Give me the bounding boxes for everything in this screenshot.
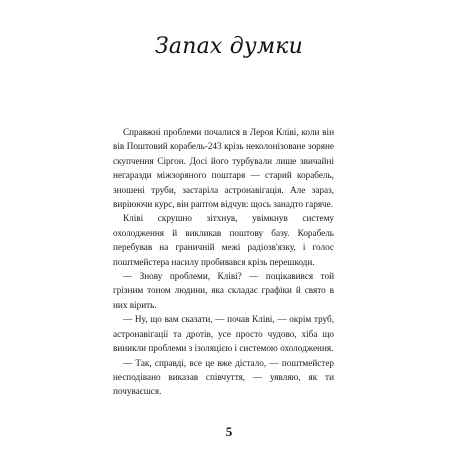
paragraph: — Ну, що вам сказати, — почав Кліві, — окрім труб, астронавігації та дротів, усе просто чудово, хіба що виникли проблеми з ізоляцією і системою охолодження. — [113, 314, 334, 354]
page-number: 5 — [225, 424, 233, 439]
paragraph: Справжні проблеми почалися в Лероя Кліві, коли він вів Поштовий корабель-243 крізь неколонізоване зоряне скупчення Сіргон. Досі його турбували лише звичайні негаразди міжзоряного поштаря — старий корабель, зношені труби, застаріла астронавігація. Але зараз, виріюючи курс, він раптом відчув: щось занадто гаряче. — [113, 127, 334, 210]
paragraph: — Знову проблеми, Кліві? — поцікавився той грізним тоном людини, яка складає графіки й свято в них вірить. — [113, 271, 334, 310]
paragraph: — Так, справді, все це вже дістало, — поштмейстер несподівано виказав співчуття, — уявляю, як ти почуваєшся. — [113, 357, 334, 397]
body-text — [113, 125, 334, 399]
chapter-title: Запах думки — [155, 34, 303, 59]
paragraph: Кліві скрушно зітхнув, увімкнув систему охолодження й викликав поштову базу. Корабель перебував на граничній межі радіозв'язку, і голос поштмейстера насилу пробивався крізь перешкоди. — [113, 213, 334, 267]
